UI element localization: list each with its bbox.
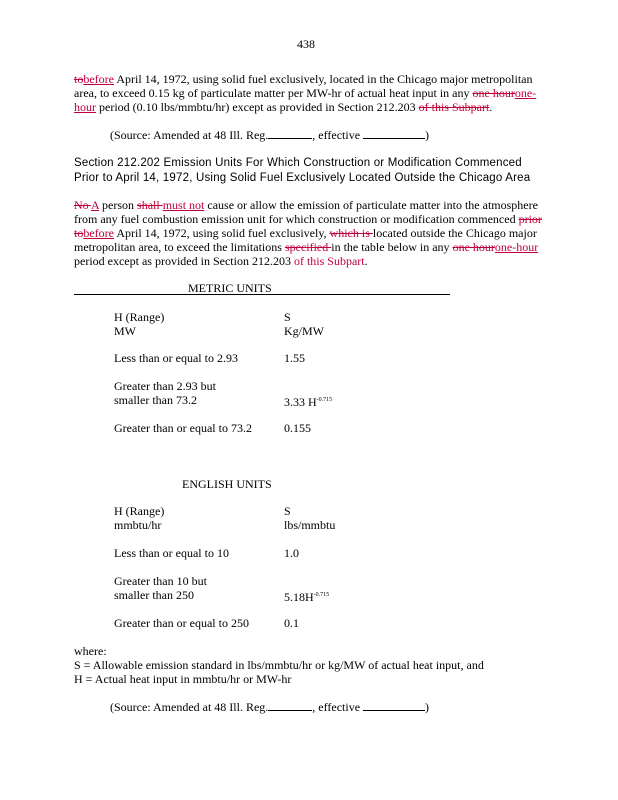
inserted-text: one- [514, 86, 537, 100]
source-note-2 [110, 700, 429, 714]
metric-row1-s: 1.55 [284, 351, 305, 365]
para2-line5 [74, 254, 368, 268]
s-value: 3.33 H [284, 395, 317, 409]
metric-row3-range: Greater than or equal to 73.2 [114, 421, 252, 435]
range-text: Greater than 2.93 but [114, 379, 216, 393]
text: metropolitan area, to exceed the limitations [74, 240, 285, 254]
range-text: smaller than 250 [114, 588, 194, 602]
blank-line [268, 700, 312, 711]
exponent: -0.715 [313, 592, 330, 598]
deleted-text: to [74, 72, 84, 86]
para1-line3 [74, 100, 492, 114]
text: period except as provided in Section 212.203 [74, 254, 294, 268]
deleted-text: No [74, 198, 92, 212]
metric-row3-s: 0.155 [284, 421, 311, 435]
range-text: smaller than 73.2 [114, 393, 197, 407]
metric-row2-range [114, 379, 216, 407]
english-col1-header [114, 504, 164, 532]
text: (Source: Amended at 48 Ill. Reg. [110, 700, 269, 714]
text: ) [425, 128, 430, 142]
text: ) [425, 700, 430, 714]
text: from any fuel combustion emission unit for which construction or modification commenced [74, 212, 519, 226]
deleted-text: which is [329, 226, 373, 240]
metric-units-title: METRIC UNITS [188, 281, 272, 295]
metric-col2-header [284, 310, 324, 338]
section-heading-line1: Section 212.202 Emission Units For Which Construction or Modification Commenced [74, 157, 522, 169]
inserted-text: before [83, 226, 114, 240]
text: , effective [312, 128, 364, 142]
text: , effective [312, 700, 364, 714]
s-value: 5.18H [284, 590, 314, 604]
deleted-text: one hour [452, 240, 495, 254]
para2-line4 [74, 240, 538, 254]
header-text: S [284, 504, 291, 518]
para1-line2 [74, 86, 536, 100]
where-line1: S = Allowable emission standard in lbs/mmbtu/hr or kg/MW of actual heat input, and [74, 658, 484, 672]
deleted-text: specified [284, 240, 332, 254]
exponent: -0.715 [316, 397, 333, 403]
metric-row1-range: Less than or equal to 2.93 [114, 351, 238, 365]
section-heading-line2: Prior to April 14, 1972, Using Solid Fuel Exclusively Located Outside the Chicago Area [74, 172, 531, 184]
text: (Source: Amended at 48 Ill. Reg. [110, 128, 269, 142]
english-row1-range: Less than or equal to 10 [114, 546, 229, 560]
source-note-1 [110, 128, 429, 142]
para2-line2 [74, 212, 542, 226]
inserted-text: must not [162, 198, 205, 212]
text: located outside the Chicago major [372, 226, 537, 240]
text: . [489, 100, 493, 114]
deleted-text: to [74, 226, 84, 240]
deleted-text: prior [518, 212, 542, 226]
text: period (0.10 lbs/mmbtu/hr) except as provided in Section 212.203 [96, 100, 419, 114]
english-units-title: ENGLISH UNITS [182, 477, 272, 491]
deleted-text: of this Subpart [418, 100, 490, 114]
english-row3-range: Greater than or equal to 250 [114, 616, 249, 630]
english-row2-range [114, 574, 207, 602]
text: April 14, 1972, using solid fuel exclusively, located in the Chicago major metropolitan [114, 72, 533, 86]
inserted-text: A [91, 198, 100, 212]
where-line2: H = Actual heat input in mmbtu/hr or MW-hr [74, 672, 292, 686]
text: area, to exceed 0.15 kg of particulate matter per MW-hr of actual heat input in any [74, 86, 473, 100]
inserted-text: hour [74, 100, 96, 114]
blank-line [268, 128, 312, 139]
text: person [99, 198, 138, 212]
where-label: where: [74, 644, 107, 658]
header-text: H (Range) [114, 310, 165, 324]
page-number: 438 [297, 37, 315, 51]
text: . [364, 254, 368, 268]
header-text: lbs/mmbtu [284, 518, 336, 532]
para1-line1 [74, 72, 532, 86]
inserted-text: before [83, 72, 114, 86]
inserted-text: of this Subpart [293, 254, 365, 268]
text: April 14, 1972, using solid fuel exclusively, [114, 226, 330, 240]
deleted-text: one hour [472, 86, 515, 100]
inserted-text: one-hour [494, 240, 539, 254]
english-row1-s: 1.0 [284, 546, 299, 560]
range-text: Greater than 10 but [114, 574, 207, 588]
deleted-text: shall [137, 198, 163, 212]
header-text: H (Range) [114, 504, 165, 518]
english-col2-header [284, 504, 335, 532]
header-text: S [284, 310, 291, 324]
table-rule [74, 294, 450, 295]
blank-line [363, 128, 425, 139]
para2-line1 [74, 198, 538, 212]
header-text: Kg/MW [284, 324, 324, 338]
text: in the table below in any [331, 240, 453, 254]
header-text: MW [114, 324, 136, 338]
metric-row2-s [284, 393, 332, 409]
english-row2-s [284, 588, 329, 604]
metric-col1-header [114, 310, 164, 338]
header-text: mmbtu/hr [114, 518, 162, 532]
text: cause or allow the emission of particulate matter into the atmosphere [204, 198, 538, 212]
blank-line [363, 700, 425, 711]
english-row3-s: 0.1 [284, 616, 299, 630]
para2-line3 [74, 226, 537, 240]
